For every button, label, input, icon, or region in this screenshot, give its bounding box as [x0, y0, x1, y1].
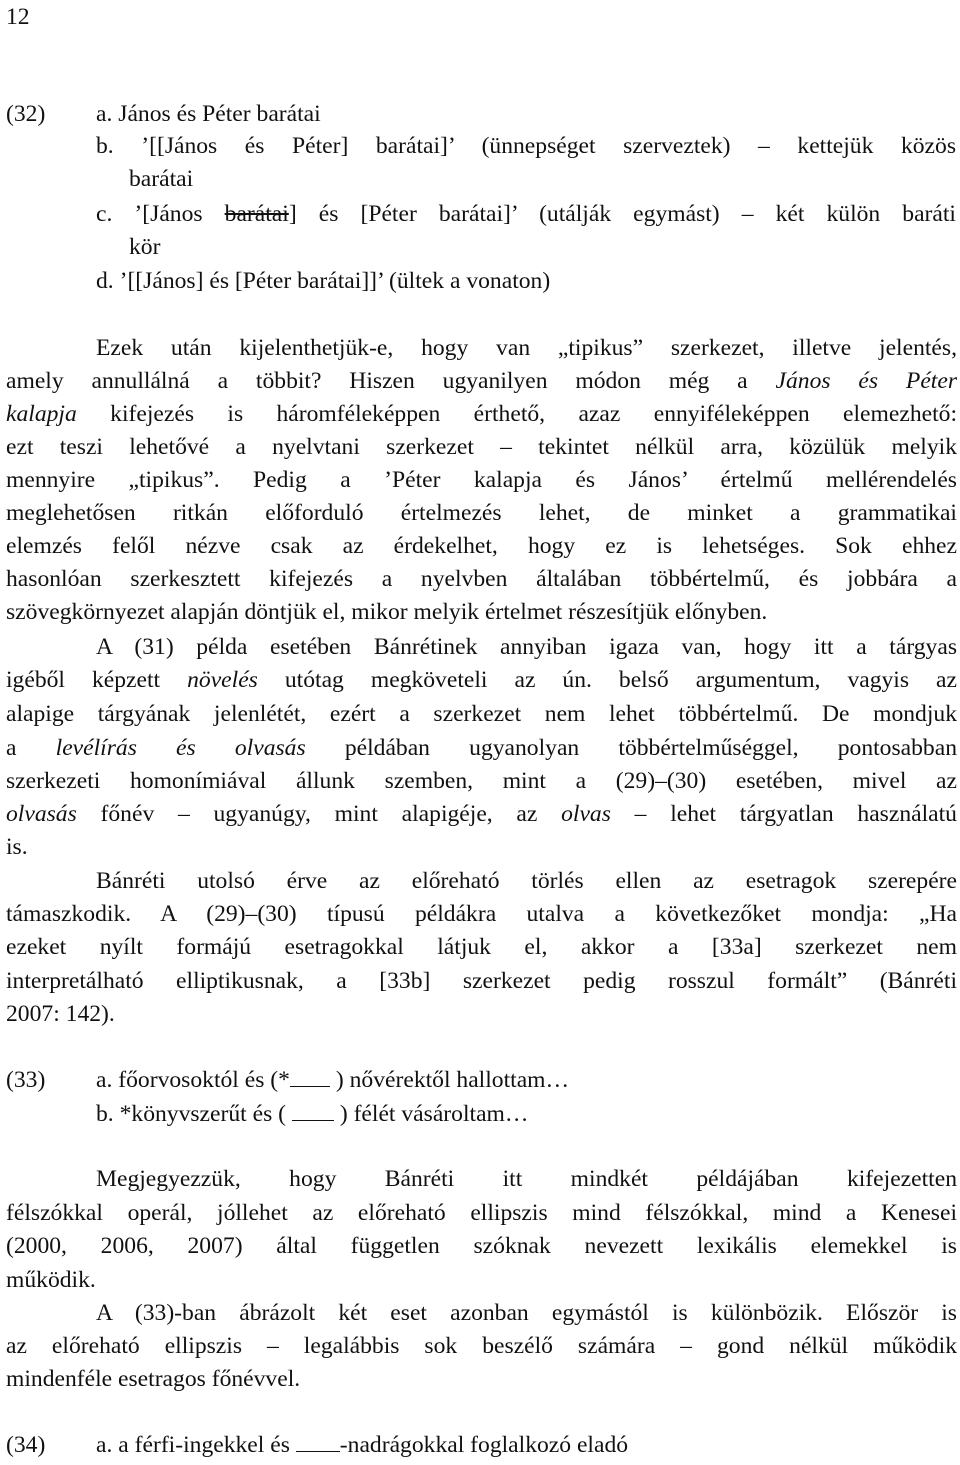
text-line: A (31) példa esetében Bánrétinek annyiban igaza van, hogy itt a tárgyas [96, 634, 957, 660]
text-line: félszókkal operál, jóllehet az előreható ellipszis mind félszókkal, mind a Kenesei [6, 1200, 957, 1226]
text-line: Ezek után kijelenthetjük-e, hogy van „tipikus” szerkezet, illetve jelentés, [96, 335, 957, 361]
text-line: ezeket nyílt formájú esetragokkal látjuk el, akkor a [33a] szerkezet nem [6, 934, 957, 960]
struck-word: barátai [224, 201, 289, 227]
text-line: ezt teszi lehetővé a nyelvtani szerkezet – tekintet nélkül arra, közülük melyik [6, 434, 957, 460]
text-line: mindenféle esetragos főnévvel. [6, 1366, 301, 1392]
blank-gap [290, 1066, 330, 1087]
example-item-c: c. ’[János barátai] és [Péter barátai]’ (utálják egymást) – két külön baráti [96, 201, 956, 227]
example-item-a: a. János és Péter barátai [96, 101, 321, 127]
example-item-b-cont: barátai [129, 166, 194, 192]
text-line: Megjegyezzük, hogy Bánréti itt mindkét példájában kifejezetten [96, 1166, 957, 1192]
text-line: hasonlóan szerkesztett kifejezés a nyelvben általában többértelmű, és jobbára a [6, 566, 957, 592]
text-line: alapige tárgyának jelenlétét, ezért a szerkezet nem lehet többértelmű. De mondjuk [6, 701, 957, 727]
text-line: szerkezeti homonímiával állunk szemben, mint a (29)–(30) esetében, mivel az [6, 768, 957, 794]
text-line: amely annullálná a többit? Hiszen ugyanilyen módon még a János és Péter [6, 368, 957, 394]
text-line: olvasás főnév – ugyanúgy, mint alapigéje, az olvas – lehet tárgyatlan használatú [6, 801, 957, 827]
text-line: támaszkodik. A (29)–(30) típusú példákra utalva a következőket mondja: „Ha [6, 901, 957, 927]
example-item-b: b. *könyvszerűt és ( ) félét vásároltam… [96, 1101, 529, 1127]
text-line: A (33)-ban ábrázolt két eset azonban egymástól is különbözik. Először is [96, 1300, 957, 1326]
text-line: a levélírás és olvasás példában ugyanolyan többértelműséggel, pontosabban [6, 735, 957, 761]
blank-gap [292, 1100, 334, 1121]
text-line: igéből képzett növelés utótag megköveteli az ún. belső argumentum, vagyis az [6, 667, 957, 693]
text-line: (2000, 2006, 2007) által független szóknak nevezett lexikális elemekkel is [6, 1233, 957, 1259]
text-line: elemzés felől nézve csak az érdekelhet, hogy ez is lehetséges. Sok ehhez [6, 533, 957, 559]
text-line: meglehetősen ritkán előforduló értelmezés lehet, de minket a grammatikai [6, 500, 957, 526]
page-number: 12 [6, 4, 30, 30]
example-number: (33) [6, 1067, 46, 1093]
text-line: interpretálható elliptikusnak, a [33b] szerkezet pedig rosszul formált” (Bánréti [6, 968, 957, 994]
text-line: is. [6, 834, 28, 860]
text-line: mennyire „tipikus”. Pedig a ’Péter kalapja és János’ értelmű mellérendelés [6, 467, 957, 493]
text-line: működik. [6, 1267, 96, 1293]
example-item-c-cont: kör [129, 234, 161, 260]
example-item-d: d. ’[[János] és [Péter barátai]]’ (ültek a vonaton) [96, 268, 551, 294]
text-line: 2007: 142). [6, 1001, 115, 1027]
text-line: szövegkörnyezet alapján döntjük el, mikor melyik értelmet részesítjük előnyben. [6, 599, 768, 625]
text-line: kalapja kifejezés is háromféleképpen érthető, azaz ennyiféleképpen elemezhető: [6, 401, 957, 427]
example-item-a: a. a férfi-ingekkel és -nadrágokkal foglalkozó eladó [96, 1432, 629, 1458]
example-item-b: b. ’[[János és Péter] barátai]’ (ünnepséget szerveztek) – kettejük közös [96, 133, 956, 159]
example-number: (34) [6, 1432, 46, 1458]
example-number: (32) [6, 101, 46, 127]
blank-gap [296, 1431, 340, 1452]
example-item-a: a. főorvosoktól és (* ) nővérektől hallottam… [96, 1067, 570, 1093]
text-line: Bánréti utolsó érve az előreható törlés ellen az esetragok szerepére [96, 868, 957, 894]
text-line: az előreható ellipszis – legalábbis sok beszélő számára – gond nélkül működik [6, 1333, 957, 1359]
